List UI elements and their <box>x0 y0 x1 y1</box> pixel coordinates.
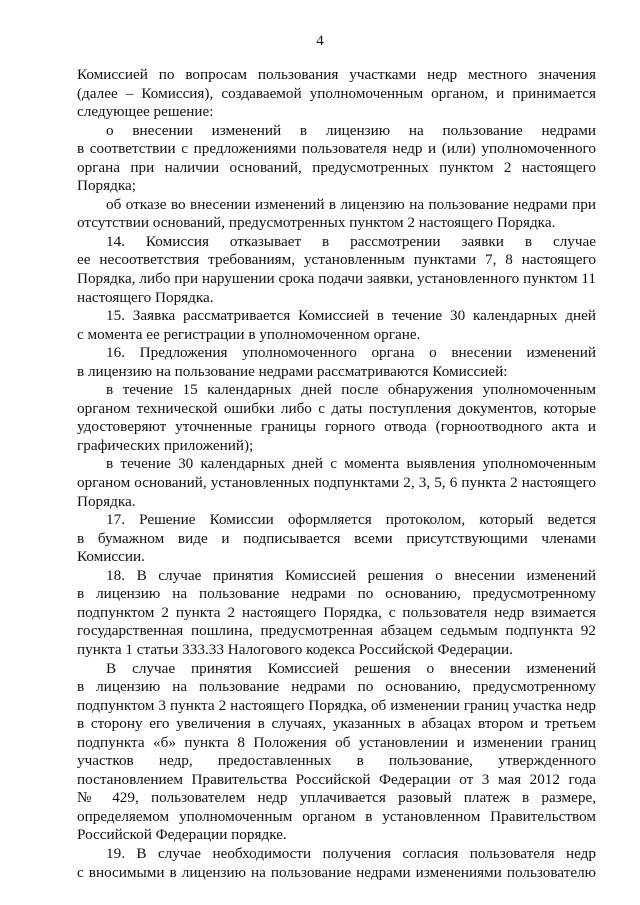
text-line: в соответствии с предложениями пользователя недр и (или) уполномоченного <box>77 140 596 158</box>
text-line: № 429, пользователем недр уплачивается разовый платеж в размере, <box>77 789 596 807</box>
text-line: 15. Заявка рассматривается Комиссией в течение 30 календарных дней <box>106 307 596 325</box>
text-line: органом технической ошибки либо с даты поступления документов, которые <box>77 399 596 417</box>
text-line: государственная пошлина, предусмотренная абзацем седьмым подпункта 92 <box>77 622 596 640</box>
text-line: Российской Федерации порядке. <box>77 826 287 844</box>
text-line: об отказе во внесении изменений в лицензию на пользование недрами при <box>106 195 596 213</box>
text-line: 19. В случае необходимости получения согласия пользователя недр <box>106 844 596 862</box>
text-line: органом оснований, установленных подпунктами 2, 3, 5, 6 пункта 2 настоящего <box>77 474 596 492</box>
text-line: с вносимыми в лицензию на пользование недрами изменениями пользователю <box>77 863 596 881</box>
text-line: настоящего Порядка. <box>77 288 214 306</box>
text-line: постановлением Правительства Российской Федерации от 3 мая 2012 года <box>77 770 596 788</box>
text-line: в сторону его увеличения в случаях, указанных в абзацах втором и третьем <box>77 715 596 733</box>
text-line: в течение 30 календарных дней с момента выявления уполномоченным <box>106 455 596 473</box>
text-line: подпунктом 3 пункта 2 настоящего Порядка, об изменении границ участка недр <box>77 696 596 714</box>
text-line: в лицензию на пользование недрами по основанию, предусмотренному <box>77 678 596 696</box>
text-line: 14. Комиссия отказывает в рассмотрении заявки в случае <box>106 232 596 250</box>
text-line: участков недр, предоставленных в пользование, утвержденного <box>77 752 596 770</box>
text-line: ее несоответствия требованиям, установленным пунктами 7, 8 настоящего <box>77 251 596 269</box>
text-line: (далее – Комиссия), создаваемой уполномоченным органом, и принимается <box>77 84 596 102</box>
text-line: в течение 15 календарных дней после обнаружения уполномоченным <box>106 381 596 399</box>
body-text <box>77 66 596 882</box>
text-line: органа при наличии оснований, предусмотренных пунктом 2 настоящего <box>77 158 596 176</box>
text-line: о внесении изменений в лицензию на пользование недрами <box>106 121 596 139</box>
text-line: следующее решение: <box>77 103 214 121</box>
text-line: в лицензию на пользование недрами по основанию, предусмотренному <box>77 585 596 603</box>
text-line: с момента ее регистрации в уполномоченном органе. <box>77 325 421 343</box>
text-line: Порядка; <box>77 177 136 195</box>
page-number: 4 <box>316 33 324 49</box>
text-line: пункта 1 статьи 333.33 Налогового кодекса Российской Федерации. <box>77 640 513 658</box>
text-line: Комиссией по вопросам пользования участками недр местного значения <box>77 66 596 83</box>
text-line: 18. В случае принятия Комиссией решения о внесении изменений <box>106 566 596 584</box>
text-line: Порядка. <box>77 492 136 510</box>
text-line: 16. Предложения уполномоченного органа о внесении изменений <box>106 344 596 362</box>
text-line: Порядка, либо при нарушении срока подачи заявки, установленного пунктом 11 <box>77 270 596 288</box>
text-line: определяемом уполномоченным органом в установленном Правительством <box>77 807 596 825</box>
text-line: в лицензию на пользование недрами рассматриваются Комиссией: <box>77 362 508 380</box>
text-line: графических приложений); <box>77 436 254 454</box>
text-line: подпункта «б» пункта 8 Положения об установлении и изменении границ <box>77 733 596 751</box>
text-line: Комиссии. <box>77 548 145 566</box>
text-line: удостоверяют уточненные границы горного отвода (горноотводного акта и <box>77 418 596 436</box>
text-line: в бумажном виде и подписывается всеми присутствующими членами <box>77 529 596 547</box>
text-line: подпунктом 2 пункта 2 настоящего Порядка, с пользователя недр взимается <box>77 603 596 621</box>
text-line: 17. Решение Комиссии оформляется протоколом, который ведется <box>106 511 596 529</box>
text-line: отсутствии оснований, предусмотренных пунктом 2 настоящего Порядка. <box>77 214 556 232</box>
text-line: В случае принятия Комиссией решения о внесении изменений <box>106 659 596 677</box>
